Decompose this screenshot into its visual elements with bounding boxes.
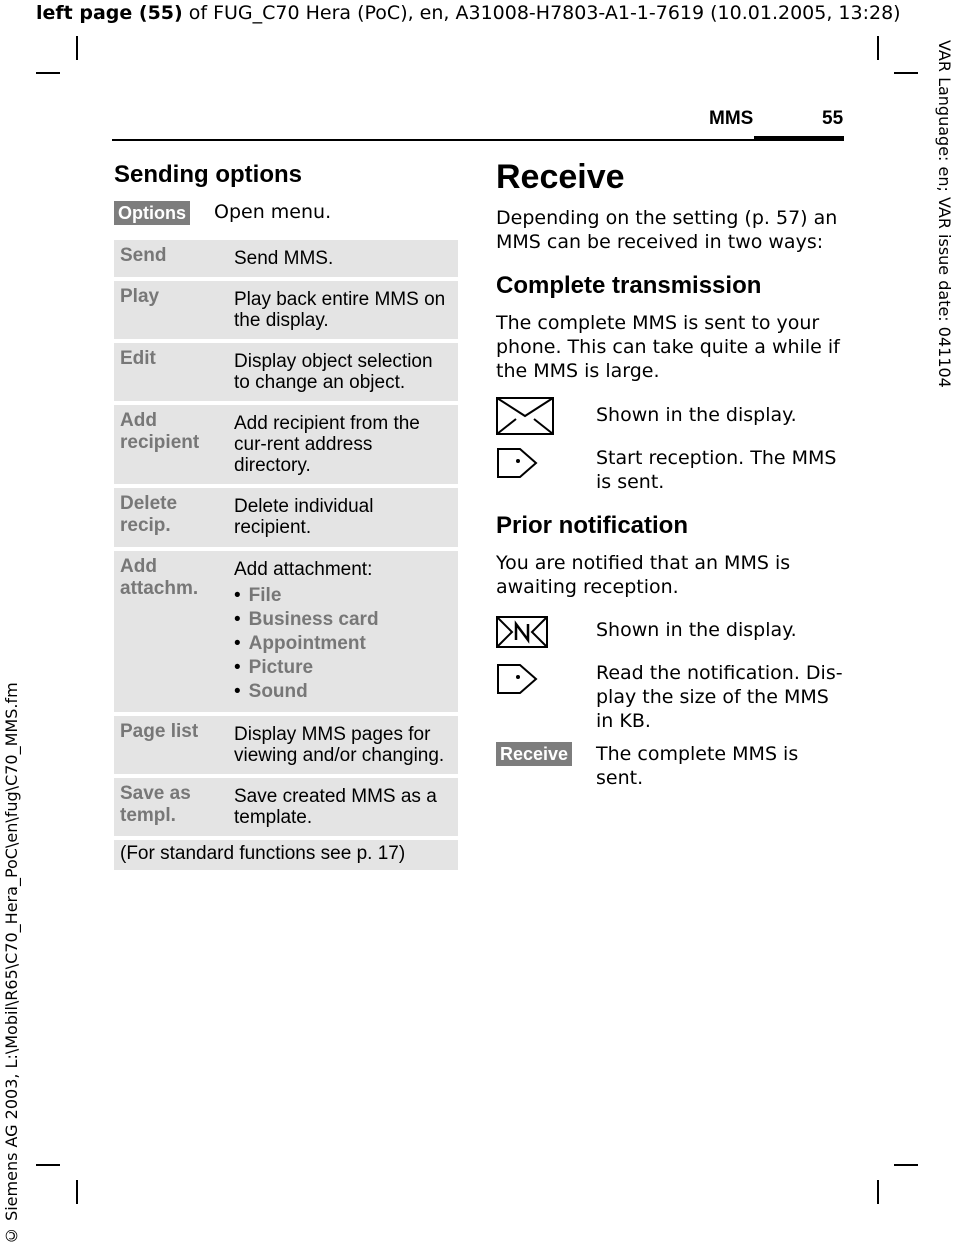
option-description: Display object selection to change an object. [224,343,458,401]
document-source: of FUG_C70 Hera (PoC), en, A31008-H7803-A1-1-7619 (10.01.2005, 13:28) [182,2,901,24]
complete-transmission-text: The complete MMS is sent to your phone. This can take quite a while if the MMS is large. [496,312,840,382]
list-item: • Business card [234,609,379,630]
receive-softkey-row [496,742,572,766]
option-description: Delete individual recipient. [224,488,458,547]
attachment-type: Picture [248,657,314,678]
table-row [114,488,458,547]
crop-mark [877,36,879,60]
option-description: Save created MMS as a template. [224,778,458,836]
option-key: Play [114,281,224,339]
option-key: Save as templ. [114,778,224,836]
options-softkey-row [114,201,190,225]
table-row [114,840,458,870]
navigation-key-icon [496,663,538,699]
option-description: Display MMS pages for viewing and/or changing. [224,716,458,774]
table-footer-note: (For standard functions see p. 17) [114,840,458,870]
prior-notification-heading: Prior notification [496,512,688,539]
option-description: Add recipient from the cur-rent address directory. [224,405,458,484]
option-key: Page list [114,716,224,774]
crop-mark [76,36,78,60]
step-description: The complete MMS is sent. [596,743,799,789]
table-row [114,405,458,484]
option-key: Delete recip. [114,488,224,547]
crop-mark [894,72,918,74]
option-description: Play back entire MMS on the display. [224,281,458,339]
table-row [114,240,458,277]
table-row [114,343,458,401]
attachment-type: Sound [248,681,308,702]
option-key: Add attachm. [114,551,224,712]
table-row [114,551,458,712]
crop-mark [36,1164,60,1166]
var-language-note: VAR Language: en; VAR issue date: 041104 [935,40,954,388]
crop-mark [76,1180,78,1204]
copyright-path-note: © Siemens AG 2003, L:\Mobil\R65\C70_Hera_PoC\en\fug\C70_MMS.fm [2,682,21,1245]
complete-transmission-heading: Complete transmission [496,272,762,299]
step-description: Shown in the display. [596,619,797,641]
option-key: Send [114,240,224,277]
attachment-type: Business card [248,609,379,630]
running-head-title: MMS [709,108,754,129]
navigation-key-icon [496,447,538,483]
table-row [114,778,458,836]
option-description-cell [224,551,458,712]
options-softkey-description: Open menu. [214,201,332,223]
option-description: Add attachment: [234,559,373,580]
list-item: • File [234,585,282,606]
attachment-list [234,584,450,704]
step-description: Shown in the display. [596,404,797,426]
attachment-type: File [248,585,282,606]
list-item: • Appointment [234,633,366,654]
prior-notification-text: You are notified that an MMS is awaiting reception. [496,552,791,598]
option-description: Send MMS. [224,240,458,277]
receive-softkey[interactable]: Receive [496,742,572,766]
crop-mark [36,72,60,74]
header-rule [112,139,844,141]
sending-options-heading: Sending options [114,161,302,188]
list-item: • Picture [234,657,314,678]
table-row [114,716,458,774]
header-rule-accent [754,136,844,141]
step-description: Start reception. The MMS is sent. [596,447,837,493]
option-key: Add recipient [114,405,224,484]
attachment-type: Appointment [248,633,366,654]
page-number: 55 [822,108,844,129]
crop-mark [894,1164,918,1166]
sending-options-table [114,236,458,874]
list-item: • Sound [234,681,308,702]
step-description: Read the notification. Dis-play the size of the MMS in KB. [596,662,843,732]
envelope-icon [496,397,554,439]
options-softkey[interactable]: Options [114,201,190,225]
page-reference: left page (55) [36,2,183,24]
crop-mark [877,1180,879,1204]
notification-envelope-icon [496,616,548,652]
table-row [114,281,458,339]
document-info-line [36,2,901,24]
receive-intro: Depending on the setting (p. 57) an MMS can be received in two ways: [496,207,838,253]
option-key: Edit [114,343,224,401]
receive-heading: Receive [496,158,625,196]
